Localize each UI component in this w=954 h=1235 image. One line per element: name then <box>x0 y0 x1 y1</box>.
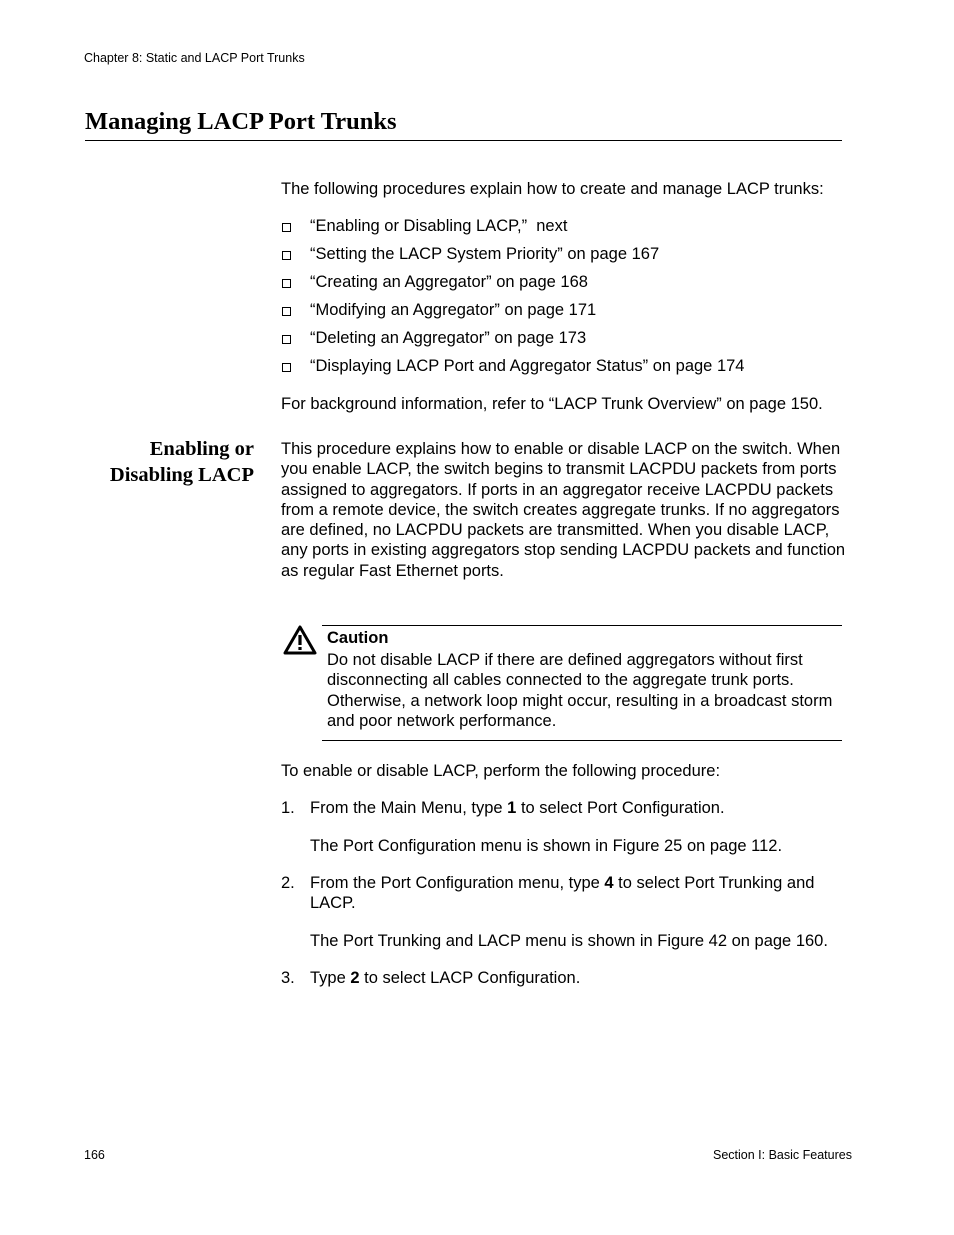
list-item <box>281 216 744 244</box>
step-note: The Port Configuration menu is shown in Figure 25 on page 112. <box>310 837 783 855</box>
list-item-text: “Deleting an Aggregator” on page 173 <box>310 329 587 347</box>
intro-paragraph: The following procedures explain how to create and manage LACP trunks: <box>281 180 824 198</box>
background-reference: For background information, refer to “LACP Trunk Overview” on page 150. <box>281 395 823 413</box>
list-item <box>281 356 744 384</box>
checkbox-bullet-icon <box>282 363 291 372</box>
list-item-text: “Modifying an Aggregator” on page 171 <box>310 301 597 319</box>
step-key: 2 <box>350 969 360 987</box>
list-item-text: “Setting the LACP System Priority” on page 167 <box>310 245 660 263</box>
step-text-before: From the Main Menu, type <box>310 799 508 817</box>
procedure-intro: To enable or disable LACP, perform the following procedure: <box>281 762 721 780</box>
step-number: 2. <box>281 874 295 892</box>
step-note: The Port Trunking and LACP menu is shown in Figure 42 on page 160. <box>310 932 828 950</box>
caution-title: Caution <box>327 629 389 647</box>
step-number: 1. <box>281 799 295 817</box>
step-key: 1 <box>507 799 517 817</box>
step-text-before: Type <box>310 969 351 987</box>
section-heading-line1: Enabling or <box>149 438 254 460</box>
section-heading <box>85 436 254 488</box>
list-item <box>281 272 744 300</box>
step-key: 4 <box>604 874 614 892</box>
step-text-after: to select Port Configuration. <box>516 799 725 817</box>
step-text <box>310 798 850 818</box>
page-title: Managing LACP Port Trunks <box>85 108 397 135</box>
page-number: 166 <box>84 1148 105 1162</box>
footer-section-name: Section I: Basic Features <box>713 1148 852 1162</box>
title-rule <box>85 140 842 141</box>
checkbox-bullet-icon <box>282 251 291 260</box>
checkbox-bullet-icon <box>282 223 291 232</box>
section-heading-line2: Disabling LACP <box>109 464 254 486</box>
warning-triangle-icon <box>283 625 317 655</box>
checkbox-bullet-icon <box>282 335 291 344</box>
step-text <box>310 968 850 988</box>
step-text-after: to select LACP Configuration. <box>359 969 581 987</box>
checkbox-bullet-icon <box>282 279 291 288</box>
caution-text: Do not disable LACP if there are defined aggregators without first disconnecting all cables connected to the aggregate trunk ports. Otherwise, a network loop might occur, resulting in a broadcast storm and poor network performance. <box>327 651 833 730</box>
step-text <box>310 873 850 914</box>
section-description: This procedure explains how to enable or disable LACP on the switch. When you enable LACP, the switch begins to transmit LACPDU packets from ports assigned to aggregators. If ports in an aggregator receive LACPDU packets from a remote device, the switch creates aggregate trunks. If no aggregators are defined, no LACPDU packets are transmitted. When you disable LACP, any ports in existing aggregators stop sending LACPDU packets and function as regular Fast Ethernet ports. <box>281 440 846 580</box>
list-item-text: “Creating an Aggregator” on page 168 <box>310 273 588 291</box>
step-number: 3. <box>281 969 295 987</box>
step-text-before: From the Port Configuration menu, type <box>310 874 605 892</box>
list-item <box>281 328 744 356</box>
list-item-text: “Enabling or Disabling LACP,” next <box>310 217 568 235</box>
step-text-after: to select Port Trunking and LACP. <box>310 874 815 913</box>
list-item-text: “Displaying LACP Port and Aggregator Status” on page 174 <box>310 357 745 375</box>
list-item <box>281 244 744 272</box>
procedure-list <box>281 216 744 384</box>
list-item <box>281 300 744 328</box>
running-header: Chapter 8: Static and LACP Port Trunks <box>84 51 305 65</box>
caution-top-rule <box>322 625 842 626</box>
checkbox-bullet-icon <box>282 307 291 316</box>
caution-bottom-rule <box>322 740 842 741</box>
